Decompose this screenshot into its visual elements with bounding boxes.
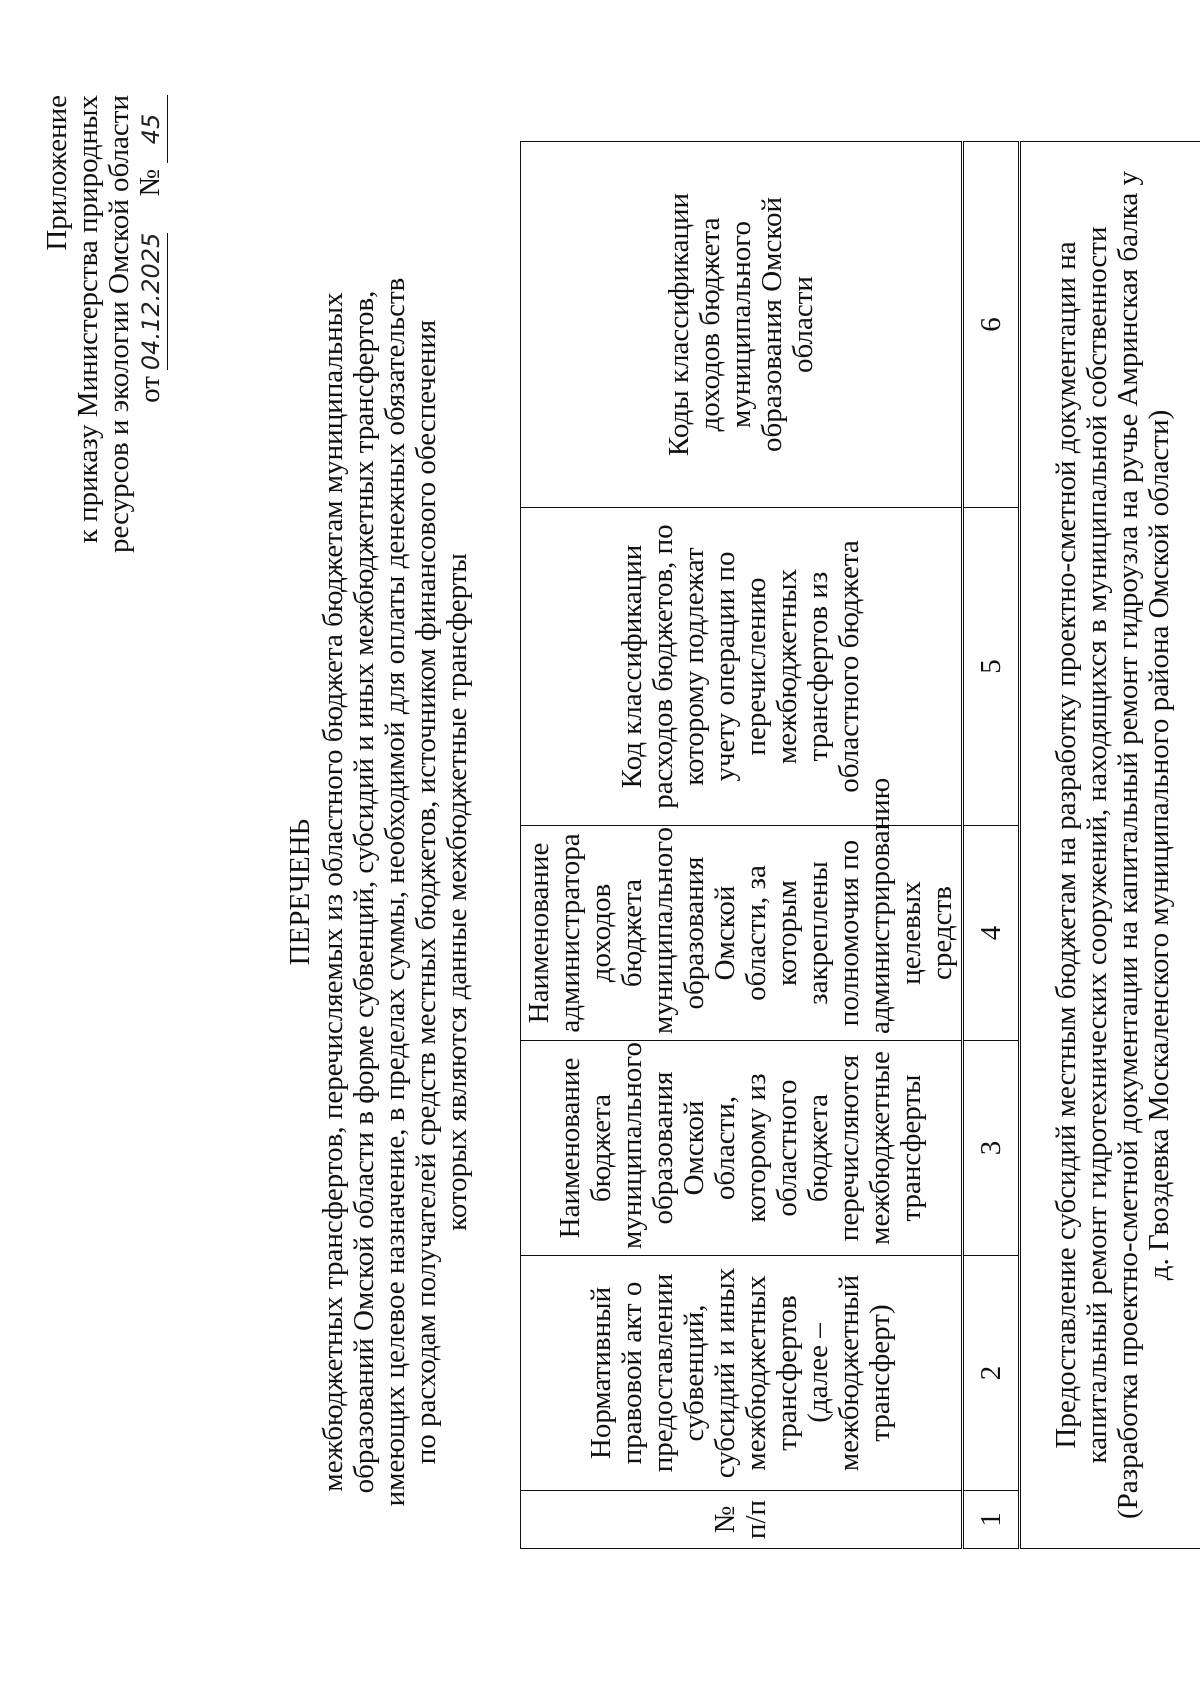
header-cell: Коды классификации доходов бюджета муниципального образования Омской области	[521, 142, 963, 508]
approval-block	[42, 95, 168, 553]
section-description: Предоставление субсидий местным бюджетам на разработку проектно-сметной документации на капитальный ремонт гидротехнических сооружений, находящихся в муниципальной собственности (Разработка проектно-сметной документации на капитальный ремонт гидроузла на ручье Амринская балка у д. Гвоздевка Москаленского муниципального района Омской области)	[1020, 142, 1200, 1549]
document-title: ПЕРЕЧЕНЬ	[284, 818, 316, 966]
header-cell: № п/п	[521, 1491, 963, 1549]
approval-date-line	[135, 95, 168, 553]
table-header-row	[521, 142, 963, 1549]
date-prefix: от	[134, 376, 166, 403]
column-number: 6	[963, 142, 1020, 508]
handwritten-number: 45	[136, 95, 168, 163]
handwritten-date: 04.12.2025	[136, 233, 168, 370]
document-subtitle: межбюджетных трансфертов, перечисляемых из областного бюджета бюджетам муниципальных образований Омской области в форме субвенций, субсидий и иных межбюджетных трансфертов, имеющих целевое назначение, в пределах суммы, необходимой для оплаты денежных обязательств по расходам получателей средств местных бюджетов, источником финансового обеспечения которых являются данные межбюджетные трансферты	[317, 277, 473, 1507]
approval-title: Приложение	[41, 95, 73, 251]
transfers-table	[520, 141, 1200, 1549]
column-number: 1	[963, 1491, 1020, 1549]
column-number: 2	[963, 1256, 1020, 1491]
header-cell: Наименование бюджета муниципального образования Омской области, которому из областного бюджета перечисляются межбюджетные трансферты	[521, 1041, 963, 1256]
section-row	[1020, 142, 1200, 1549]
document-heading	[285, 267, 473, 1517]
column-number: 3	[963, 1041, 1020, 1256]
header-cell: Наименование администратора доходов бюджета муниципального образования Омской области, за которым закреплены полномочия по администрированию целевых средств	[521, 826, 963, 1041]
column-number: 4	[963, 826, 1020, 1041]
column-number: 5	[963, 508, 1020, 826]
header-cell: Код классификации расходов бюджетов, по которому подлежат учету операции по перечислению межбюджетных трансфертов из областного бюджета	[521, 508, 963, 826]
approval-order-line: к приказу Министерства природных	[72, 95, 104, 544]
column-number-row	[963, 142, 1020, 1549]
header-cell: Нормативный правовой акт о предоставлении субвенций, субсидий и иных межбюджетных трансфертов (далее – межбюджетный трансферт)	[521, 1256, 963, 1491]
number-prefix: №	[134, 169, 166, 197]
approval-ministry-line: ресурсов и экологии Омской области	[103, 95, 135, 553]
